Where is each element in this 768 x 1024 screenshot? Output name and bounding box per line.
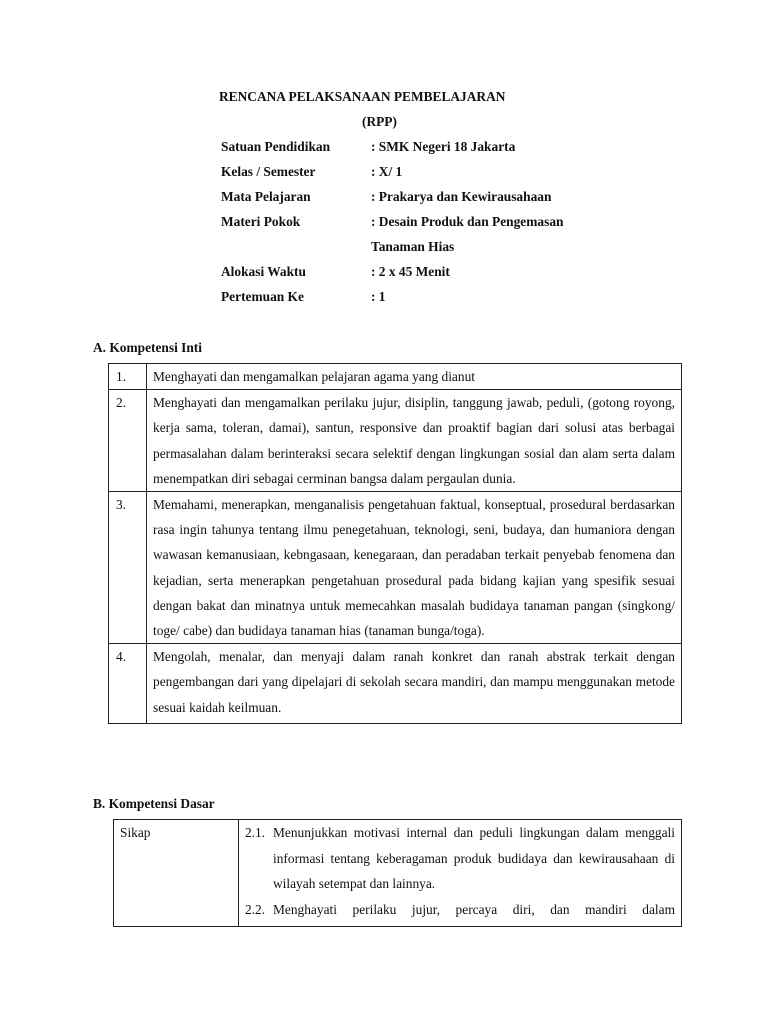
- info-value: : 1: [371, 289, 386, 304]
- row-text: Mengolah, menalar, dan menyaji dalam ranah konkret dan ranah abstrak terkait dengan pengembangan dari yang dipelajari di sekolah secara mandiri, dan mampu menggunakan metode sesuai kaidah keilmuan.: [147, 644, 682, 724]
- info-value: : 2 x 45 Menit: [371, 264, 450, 279]
- table-row: [109, 364, 682, 390]
- table-row: [109, 492, 682, 644]
- item-text: Menunjukkan motivasi internal dan peduli lingkungan dalam menggali informasi tentang keberagaman produk budidaya dan kewirausahaan di wilayah setempat dan lainnya.: [273, 825, 675, 891]
- row-number: 3.: [116, 497, 127, 513]
- kompetensi-inti-table: [108, 363, 682, 724]
- table-row: [109, 390, 682, 492]
- info-value: Tanaman Hias: [371, 239, 455, 254]
- row-number-cell: [109, 364, 147, 390]
- row-number-cell: [109, 390, 147, 492]
- info-value: : SMK Negeri 18 Jakarta: [371, 139, 516, 154]
- info-value: : Desain Produk dan Pengemasan: [371, 214, 564, 229]
- info-label: Mata Pelajaran: [221, 189, 311, 204]
- kompetensi-dasar-table: [113, 819, 682, 927]
- item-text: Menghayati perilaku jujur, percaya diri, dan mandiri dalam: [273, 901, 675, 917]
- row-number: 1.: [116, 369, 127, 384]
- list-item: [245, 820, 675, 897]
- row-text: Menghayati dan mengamalkan perilaku jujur, disiplin, tanggung jawab, peduli, (gotong royong, kerja sama, toleran, damai), santun, responsive dan proaktif bagian dari solusi atas berbagai permasalahan dalam berinteraksi secara selektif dengan lingkungan sosial dan alam serta dalam menempatkan diri sebagai cerminan bangsa dalam pergaulan dunia.: [147, 390, 682, 492]
- category-cell: Sikap: [114, 820, 239, 927]
- item-number: 2.1.: [245, 825, 266, 840]
- info-label: Alokasi Waktu: [221, 264, 306, 279]
- document-subtitle: (RPP): [362, 114, 397, 129]
- info-label: Kelas / Semester: [221, 164, 316, 179]
- row-number: 2.: [116, 395, 127, 411]
- row-text: Menghayati dan mengamalkan pelajaran agama yang dianut: [147, 364, 682, 390]
- info-label: Pertemuan Ke: [221, 289, 304, 304]
- section-b-heading: B. Kompetensi Dasar: [93, 796, 215, 811]
- document-title: RENCANA PELAKSANAAN PEMBELAJARAN: [219, 89, 506, 104]
- row-number-cell: [109, 644, 147, 724]
- section-a-heading: A. Kompetensi Inti: [93, 340, 202, 355]
- items-cell: [239, 820, 682, 927]
- row-number: 4.: [116, 649, 127, 665]
- row-number-cell: [109, 492, 147, 644]
- table-row: [114, 820, 682, 927]
- item-number: 2.2.: [245, 901, 266, 917]
- info-label: Materi Pokok: [221, 214, 301, 229]
- row-text: Memahami, menerapkan, menganalisis pengetahuan faktual, konseptual, prosedural berdasarkan rasa ingin tahunya tentang ilmu penegetahuan, teknologi, seni, budaya, dan humaniora dengan wawasan kemanusiaan, kebngasaan, kenegaraan, dan peradaban terkait penyebab fenomena dan kejadian, serta menerapkan pengetahuan prosedural pada bidang kajian yang spesifik sesuai dengan bakat dan minatnya untuk memecahkan masalah budidaya tanaman pangan (singkong/ toge/ cabe) dan budidaya tanaman hias (tanaman bunga/toga).: [147, 492, 682, 644]
- info-value: : Prakarya dan Kewirausahaan: [371, 189, 552, 204]
- info-value: : X/ 1: [371, 164, 403, 179]
- list-item: [245, 897, 675, 923]
- table-row: [109, 644, 682, 724]
- info-label: Satuan Pendidikan: [221, 139, 331, 154]
